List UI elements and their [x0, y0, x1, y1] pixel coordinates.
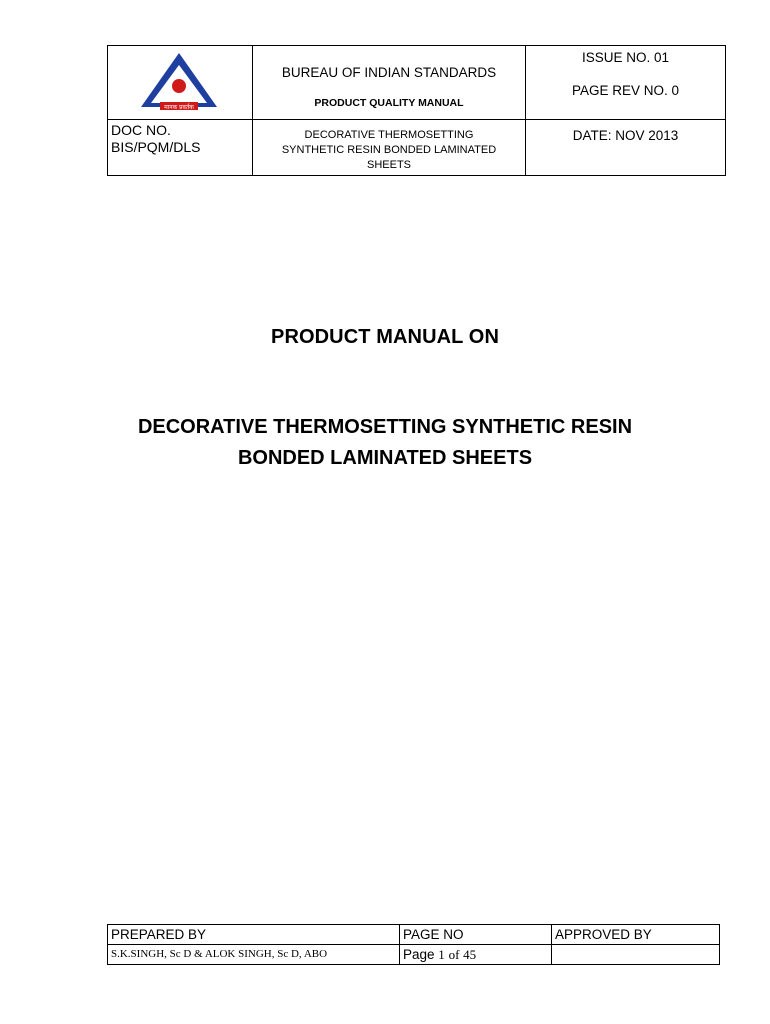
page-total: 45	[463, 947, 477, 962]
organization-name: BUREAU OF INDIAN STANDARDS	[281, 65, 497, 80]
approved-by-value	[552, 945, 720, 965]
prepared-by-value: S.K.SINGH, Sc D & ALOK SINGH, Sc D, ABO	[108, 945, 400, 965]
date: DATE: NOV 2013	[572, 128, 679, 143]
logo-cell	[108, 46, 253, 120]
svg-text:मानक प्रवर्तक: मानक प्रवर्तक	[164, 104, 194, 111]
footer-table	[107, 924, 720, 965]
header-table	[107, 45, 726, 176]
organization-cell	[253, 46, 526, 120]
page-title: PRODUCT MANUAL ON	[271, 326, 499, 348]
document-subject-title	[0, 412, 770, 474]
approved-by-label: APPROVED BY	[552, 925, 720, 945]
issue-no: ISSUE NO. 01	[581, 50, 670, 65]
prepared-by-label: PREPARED BY	[108, 925, 400, 945]
doc-no: DOC NO. BIS/PQM/DLS	[111, 122, 201, 155]
page-word: Page	[403, 947, 435, 962]
page-no-label: PAGE NO	[400, 925, 552, 945]
date-cell	[526, 120, 726, 176]
page-current: 1	[438, 947, 445, 962]
subject: DECORATIVE THERMOSETTING SYNTHETIC RESIN BONDED LAMINATED SHEETS	[281, 129, 497, 171]
page-rev-no: PAGE REV NO. 0	[571, 83, 680, 98]
page-of: of	[448, 947, 460, 962]
page-number	[400, 945, 552, 965]
issue-rev-cell	[526, 46, 726, 120]
bis-logo-icon	[135, 50, 223, 116]
doc-no-cell	[108, 120, 253, 176]
subject-title-line-1: DECORATIVE THERMOSETTING SYNTHETIC RESIN	[137, 416, 633, 438]
manual-type: PRODUCT QUALITY MANUAL	[314, 97, 464, 109]
subject-cell	[253, 120, 526, 176]
subject-title-line-2: BONDED LAMINATED SHEETS	[237, 447, 533, 469]
